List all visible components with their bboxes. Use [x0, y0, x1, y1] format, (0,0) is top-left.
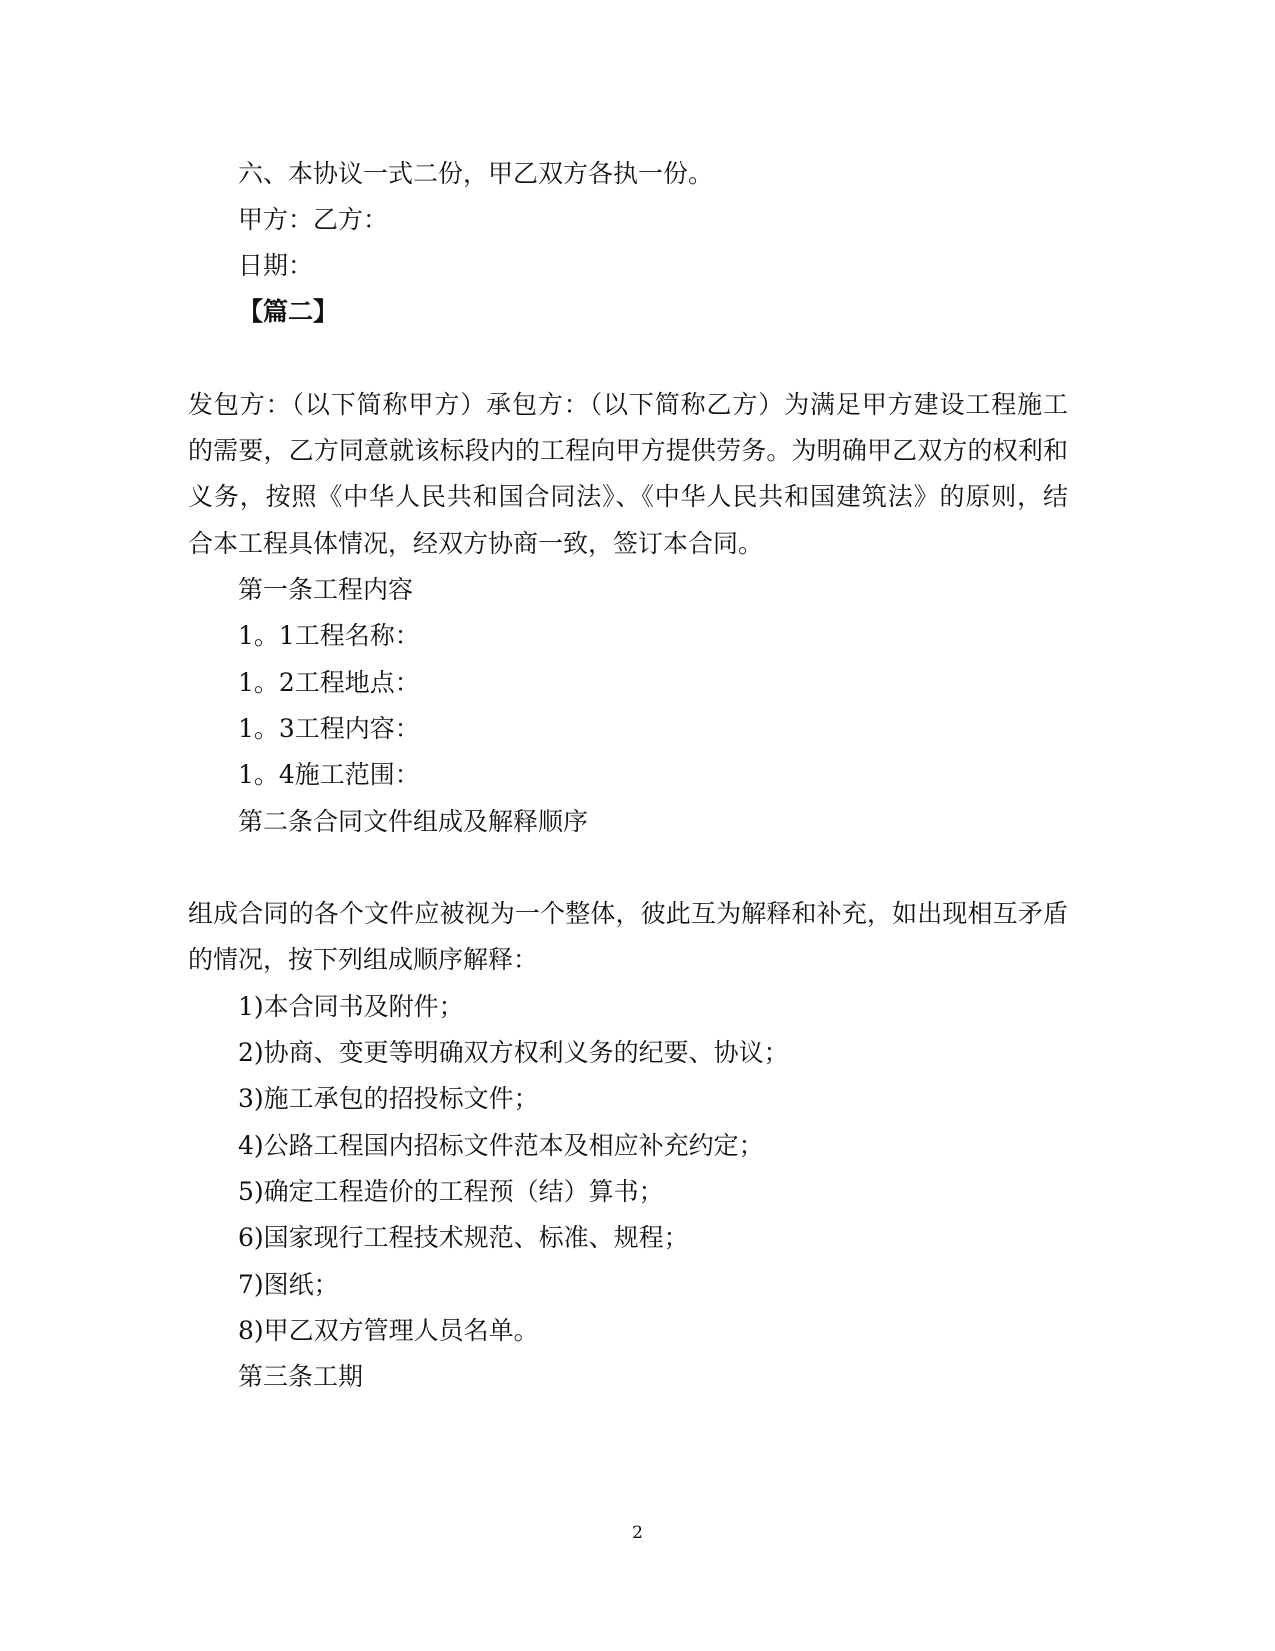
- article-two-item: 7)图纸；: [238, 1270, 339, 1299]
- article-two-title: 第二条合同文件组成及解释顺序: [238, 807, 589, 836]
- article-one-title: 第一条工程内容: [238, 575, 414, 604]
- article-two-paragraph-line: 组成合同的各个文件应被视为一个整体，彼此互为解释和补充，如出现相互矛盾: [188, 899, 1068, 928]
- article-two-item: 2)协商、变更等明确双方权利义务的纪要、协议；: [238, 1038, 789, 1067]
- article-two-item: 8)甲乙双方管理人员名单。: [238, 1316, 539, 1345]
- article-two-item: 4)公路工程国内招标文件范本及相应补充约定；: [238, 1131, 764, 1160]
- article-one-item: 1。4施工范围：: [238, 760, 420, 789]
- article-two-item: 5)确定工程造价的工程预（结）算书；: [238, 1177, 664, 1206]
- article-one-item: 1。3工程内容：: [238, 714, 420, 743]
- article-three-title: 第三条工期: [238, 1362, 364, 1391]
- article-one-item: 1。2工程地点：: [238, 668, 420, 697]
- article-two-paragraph-line: 的情况，按下列组成顺序解释：: [188, 945, 539, 974]
- intro-paragraph-line: 义务，按照《中华人民共和国合同法》、《中华人民共和国建筑法》的原则，结: [188, 482, 1068, 511]
- article-one-item: 1。1工程名称：: [238, 621, 420, 650]
- article-two-item: 3)施工承包的招投标文件；: [238, 1084, 539, 1113]
- intro-paragraph-line: 发包方：（以下简称甲方）承包方：（以下简称乙方）为满足甲方建设工程施工: [188, 390, 1068, 419]
- page-number: 2: [632, 1523, 643, 1543]
- article-two-item: 1)本合同书及附件；: [238, 992, 464, 1021]
- clause-six: 六、本协议一式二份，甲乙双方各执一份。: [238, 159, 714, 188]
- section-heading: 【篇二】: [238, 297, 339, 326]
- signature-line: 甲方：乙方：: [238, 205, 389, 234]
- article-two-item: 6)国家现行工程技术规范、标准、规程；: [238, 1223, 689, 1252]
- date-line: 日期：: [238, 251, 314, 280]
- intro-paragraph-line: 的需要，乙方同意就该标段内的工程向甲方提供劳务。为明确甲乙双方的权利和: [188, 436, 1068, 465]
- intro-paragraph-line: 合本工程具体情况，经双方协商一致，签订本合同。: [188, 529, 764, 558]
